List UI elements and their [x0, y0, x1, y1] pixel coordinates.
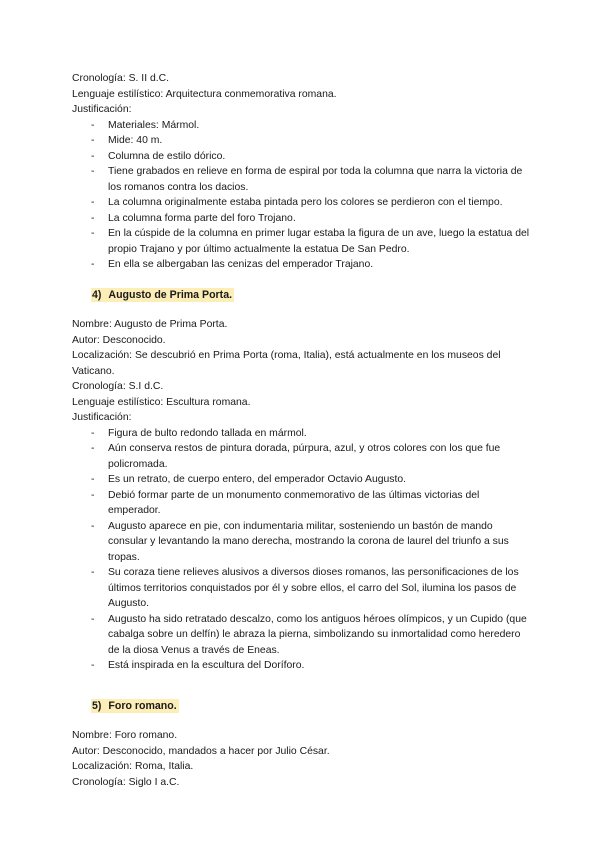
list-item: - Mide: 40 m.: [72, 133, 534, 149]
section-number: 5): [92, 699, 102, 712]
nombre-line: Nombre: Foro romano.: [72, 730, 178, 741]
section-number: 4): [92, 288, 102, 301]
list-item: - Columna de estilo dórico.: [72, 149, 534, 165]
lenguaje-line: Lenguaje estilístico: Arquitectura conmemorativa romana.: [72, 88, 337, 100]
lenguaje-line: Lenguaje estilístico: Escultura romana.: [72, 396, 251, 408]
section-heading-augusto: [72, 288, 534, 304]
list-item: - En ella se albergaban las cenizas del emperador Trajano.: [72, 257, 534, 273]
list-item: - Augusto ha sido retratado descalzo, como los antiguos héroes olímpicos, y un Cupido (que cabalga sobre un delfín) le abraza la pierna, simbolizando su inmortalidad como heredero de la diosa Venus a través de Eneas.: [72, 612, 534, 659]
section-heading-foro: [72, 699, 534, 715]
cronologia-line: Cronología: S.I d.C.: [72, 381, 164, 392]
justificacion-label: Justificación:: [72, 104, 132, 115]
justificacion-list: [72, 118, 534, 273]
document-page: [72, 71, 534, 790]
list-item: - Su coraza tiene relieves alusivos a diversos dioses romanos, las personificaciones de los últimos territorios conquistados por él y sobre ellos, el carro del Sol, ilumina los pasos de Augusto.: [72, 565, 534, 612]
list-item: - Es un retrato, de cuerpo entero, del emperador Octavio Augusto.: [72, 472, 534, 488]
list-item: - Augusto aparece en pie, con indumentaria militar, sosteniendo un bastón de mando consular y levantando la mano derecha, mostrando la corona de laurel del triunfo a sus tropas.: [72, 519, 534, 566]
section-title: Foro romano.: [108, 699, 177, 712]
nombre-line: Nombre: Augusto de Prima Porta.: [72, 319, 228, 330]
list-item: - Debió formar parte de un monumento conmemorativo de las últimas victorias del emperador.: [72, 488, 534, 519]
autor-line: Autor: Desconocido.: [72, 334, 166, 346]
cronologia-line: Cronología: S. II d.C.: [72, 73, 170, 84]
section-title: Augusto de Prima Porta.: [108, 288, 233, 301]
list-item: - Materiales: Mármol.: [72, 118, 534, 134]
justificacion-label: Justificación:: [72, 412, 132, 423]
localizacion-line: Localización: Se descubrió en Prima Porta (roma, Italia), está actualmente en los museos del Vaticano.: [72, 350, 501, 377]
list-item: - Figura de bulto redondo tallada en mármol.: [72, 426, 534, 442]
list-item: - Tiene grabados en relieve en forma de espiral por toda la columna que narra la victoria de los romanos contra los dacios.: [72, 164, 534, 195]
list-item: - Está inspirada en la escultura del Doríforo.: [72, 658, 534, 674]
autor-line: Autor: Desconocido, mandados a hacer por Julio César.: [72, 745, 330, 757]
cronologia-line: Cronología: Siglo I a.C.: [72, 776, 180, 788]
localizacion-line: Localización: Roma, Italia.: [72, 761, 194, 772]
list-item: - En la cúspide de la columna en primer lugar estaba la figura de un ave, luego la estatua del propio Trajano y por último actualmente la estatua De San Pedro.: [72, 226, 534, 257]
list-item: - Aún conserva restos de pintura dorada, púrpura, azul, y otros colores con los que fue policromada.: [72, 441, 534, 472]
list-item: - La columna originalmente estaba pintada pero los colores se perdieron con el tiempo.: [72, 195, 534, 211]
justificacion-list: [72, 426, 534, 674]
list-item: - La columna forma parte del foro Trojano.: [72, 211, 534, 227]
